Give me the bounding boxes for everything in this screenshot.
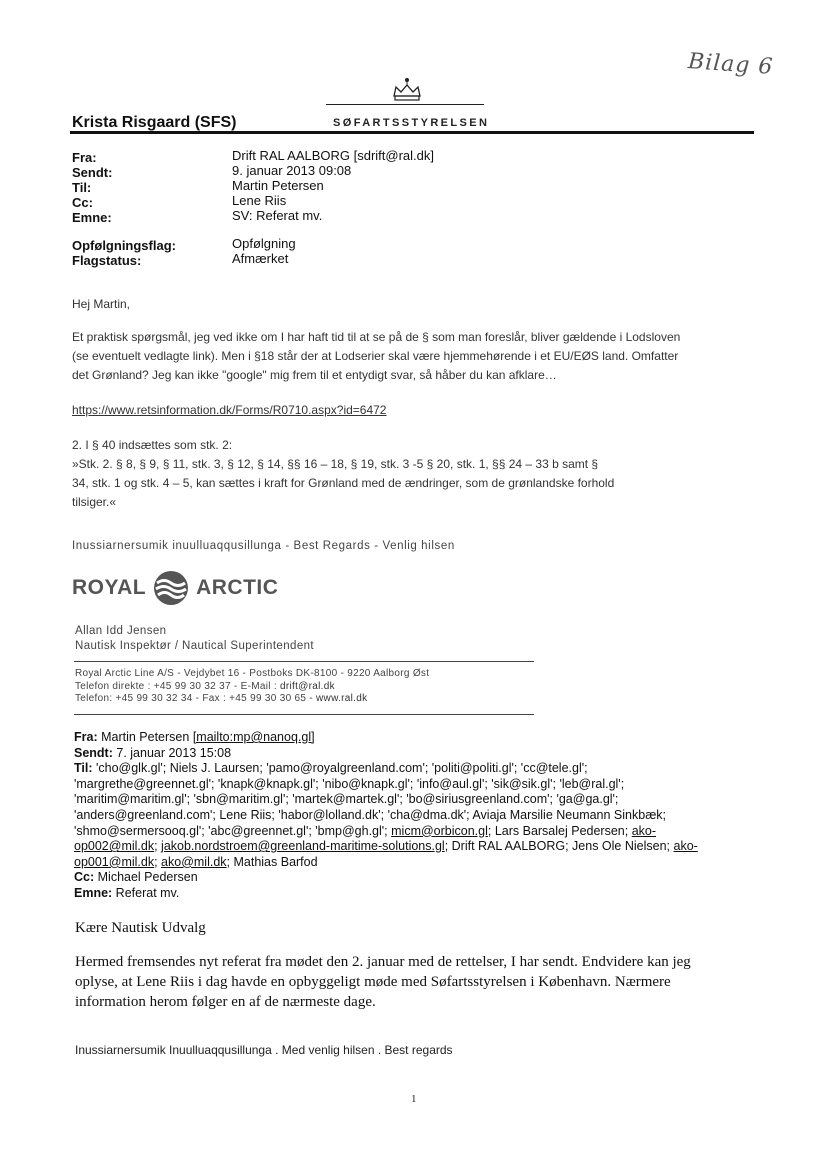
handwritten-annotation: Bilag 6	[687, 49, 775, 80]
fwd-to-line: op002@mil.dk; jakob.nordstroem@greenland-maritime-solutions.gl; Drift RAL AALBORG; Jens Ole Nielsen; ako-	[74, 839, 698, 854]
followup-flag-label: Opfølgningsflag:	[72, 238, 176, 253]
header-rule	[70, 131, 754, 134]
mailbox-owner: Krista Risgaard (SFS)	[72, 114, 237, 131]
flag-status-value: Afmærket	[232, 251, 289, 266]
letter-salutation: Kære Nautisk Udvalg	[75, 920, 206, 936]
sent-label: Sendt:	[72, 165, 113, 180]
fwd-to-line: 'anders@greenland.com'; Lene Riis; 'habor@lolland.dk'; 'cha@dma.dk'; Aviaja Marsilie Neumann Sinkbæk;	[74, 807, 667, 822]
recipient-link[interactable]: jakob.nordstroem@greenland-maritime-solutions.gl	[161, 839, 445, 854]
website-link[interactable]: www.ral.dk	[316, 693, 368, 704]
letter-line: oplyse, at Lene Riis i dag havde en opbyggeligt møde med Søfartsstyrelsen i København. Nærmere	[75, 974, 671, 990]
law-link[interactable]: https://www.retsinformation.dk/Forms/R0710.aspx?id=6472	[72, 403, 387, 417]
letter-line: Hermed fremsendes nyt referat fra mødet den 2. januar med de rettelser, I har sendt. Endvidere kan jeg	[75, 954, 691, 970]
fwd-from-line: Fra: Martin Petersen [mailto:mp@nanoq.gl]	[74, 730, 315, 744]
from-label: Fra:	[72, 150, 97, 165]
subject-label: Emne:	[72, 210, 112, 225]
flag-status-label: Flagstatus:	[72, 253, 142, 268]
from-value: Drift RAL AALBORG [sdrift@ral.dk]	[232, 148, 434, 163]
signature-block	[75, 624, 314, 654]
closing-line: Inussiarnersumik Inuulluaqqusillunga . Med venlig hilsen . Best regards	[75, 1043, 453, 1057]
crown-icon	[388, 76, 426, 104]
recipient-link[interactable]: ako@mil.dk	[161, 854, 227, 869]
subject-value: SV: Referat mv.	[232, 208, 323, 223]
cc-value: Lene Riis	[232, 193, 287, 208]
greeting: Hej Martin,	[72, 297, 131, 311]
fwd-to-line: 'shmo@sermersooq.gl'; 'abc@greennet.gl'; 'bmp@gh.gl'; micm@orbicon.gl; Lars Barsalej Pedersen; ako-	[74, 823, 657, 838]
mailto-link[interactable]: [mailto:mp@nanoq.gl]	[192, 730, 315, 744]
logo-word-right: ARCTIC	[196, 576, 279, 599]
wave-emblem-icon	[152, 569, 190, 607]
law-link-wrap	[72, 401, 386, 420]
recipient-link[interactable]: ako-	[631, 823, 657, 838]
company-address: Royal Arctic Line A/S - Vejdybet 16 - Postboks DK-8100 - 9220 Aalborg Øst	[75, 668, 430, 679]
to-value: Martin Petersen	[232, 178, 324, 193]
signature-name: Allan Idd Jensen	[75, 625, 167, 637]
quote-line: tilsiger.«	[72, 495, 117, 509]
royal-arctic-logo	[72, 568, 278, 608]
paragraph-line: det Grønland? Jeg kan ikke "google" mig frem til et entydigt svar, så håber du kan afklare…	[72, 368, 557, 382]
quote-line: »Stk. 2. § 8, § 9, § 11, stk. 3, § 12, § 14, §§ 16 – 18, § 19, stk. 3 -5 § 20, stk. 1, §§ 24 – 33 b samt §	[72, 457, 599, 471]
fwd-to-line: Til: 'cho@glk.gl'; Niels J. Laursen; 'pamo@royalgreenland.com'; 'politi@politi.gl'; 'cc@tele.gl';	[74, 761, 588, 776]
signature-greeting: Inussiarnersumik inuulluaqqusillunga - Best Regards - Venlig hilsen	[72, 540, 455, 552]
email-link[interactable]: drift@ral.dk	[280, 680, 335, 692]
page-number: 1	[411, 1093, 417, 1105]
phone-line: Telefon: +45 99 30 32 34 - Fax : +45 99 30 30 65 - www.ral.dk	[75, 693, 368, 704]
phone-direct-line: Telefon direkte : +45 99 30 32 37 - E-Mail : drift@ral.dk	[75, 680, 335, 692]
quote-line: 34, stk. 1 og stk. 4 – 5, kan sættes i kraft for Grønland med de ændringer, som de grønlandske forhold	[72, 476, 615, 490]
fwd-sent-line: Sendt: 7. januar 2013 15:08	[74, 745, 232, 760]
quote-line: 2. I § 40 indsættes som stk. 2:	[72, 438, 233, 452]
agency-name: SØFARTSSTYRELSEN	[333, 117, 490, 129]
cc-label: Cc:	[72, 195, 93, 210]
fwd-to-line: 'maritim@maritim.gl'; 'sbn@maritim.gl'; 'martek@martek.gl'; 'bo@siriusgreenland.com'; 'ga@ga.gl';	[74, 792, 619, 807]
address-rule-bottom	[74, 714, 534, 715]
recipient-link[interactable]: op002@mil.dk	[74, 839, 155, 854]
sent-value: 9. januar 2013 09:08	[232, 163, 352, 178]
fwd-cc-line: Cc: Michael Pedersen	[74, 870, 198, 885]
signature-title: Nautisk Inspektør / Nautical Superintendent	[75, 640, 315, 652]
recipient-link[interactable]: ako-	[673, 839, 698, 854]
to-label: Til:	[72, 180, 92, 195]
fwd-subject-line: Emne: Referat mv.	[74, 885, 180, 900]
paragraph-line: (se eventuelt vedlagte link). Men i §18 står der at Lodserier skal være hjemmehørende i et EU/EØS land. Omfatter	[72, 349, 679, 363]
letter-body	[75, 952, 691, 1012]
address-block	[75, 668, 429, 706]
recipient-link[interactable]: op001@mil.dk	[74, 854, 155, 869]
fwd-to-line: op001@mil.dk; ako@mil.dk; Mathias Barfod	[74, 854, 318, 869]
fwd-to-line: 'margrethe@greennet.gl'; 'knapk@knapk.gl'; 'nibo@knapk.gl'; 'info@aul.gl'; 'sik@sik.gl'; 'leb@ral.gl';	[74, 776, 625, 791]
letter-line: information herom følger en af de nærmeste dage.	[75, 994, 376, 1010]
followup-flag-value: Opfølgning	[232, 236, 296, 251]
recipient-link[interactable]: micm@orbicon.gl	[391, 823, 488, 838]
agency-rule	[326, 104, 484, 105]
logo-word-left: ROYAL	[72, 576, 147, 599]
paragraph-line: Et praktisk spørgsmål, jeg ved ikke om I har haft tid til at se på de § som man foreslår, bliver gældende i Lodsloven	[72, 330, 681, 344]
address-rule-top	[74, 661, 534, 662]
forwarded-header	[74, 730, 754, 902]
